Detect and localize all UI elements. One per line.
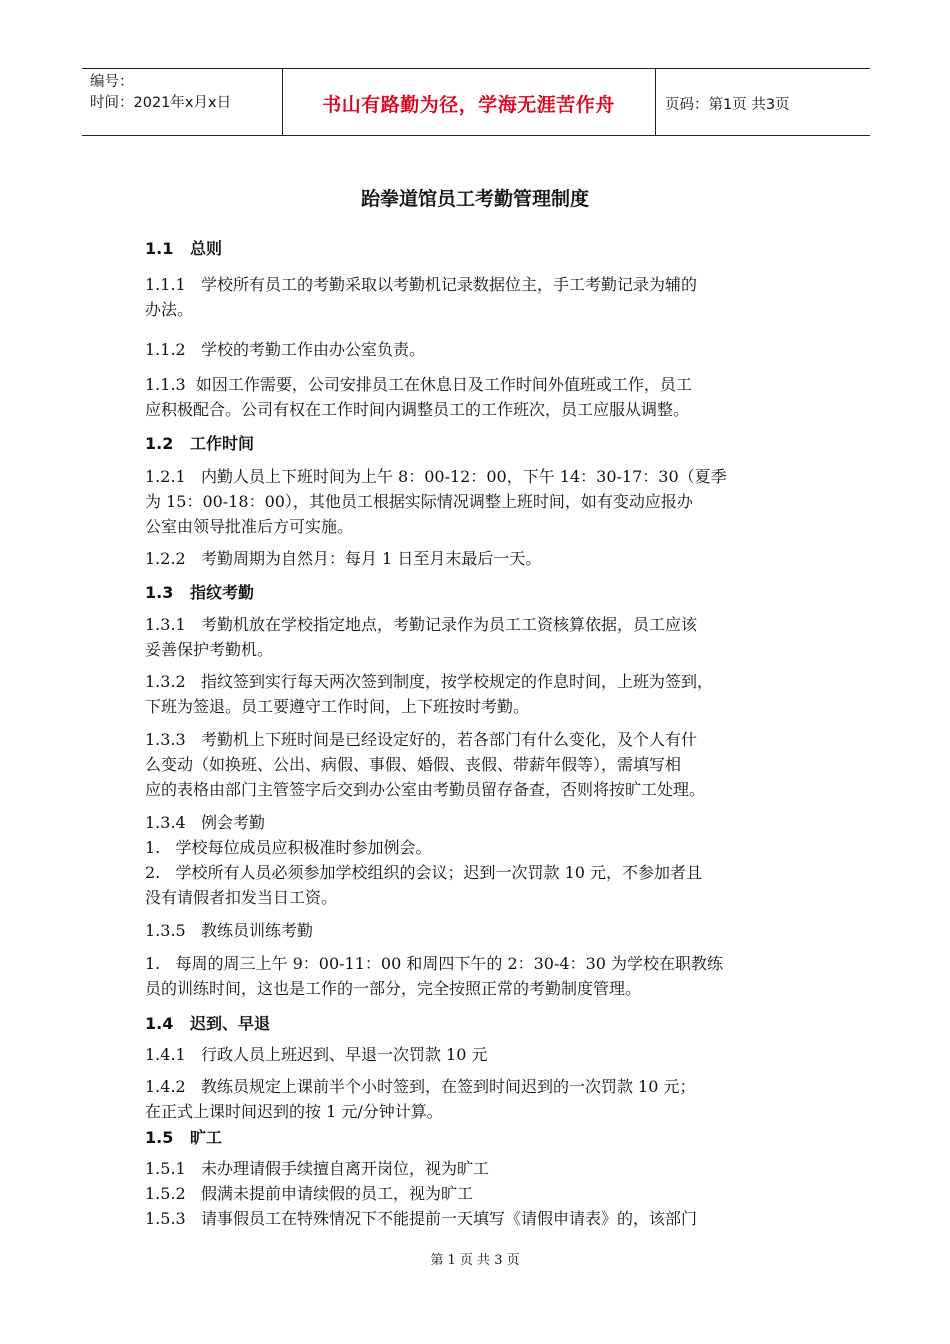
header-number-label: 编号：	[90, 74, 134, 90]
paragraph-line: 在正式上课时间迟到的按 1 元/分钟计算。	[145, 1102, 443, 1121]
paragraph-line: 1.5.1 未办理请假手续擅自离开岗位，视为旷工	[145, 1159, 489, 1178]
header-motto: 书山有路勤为径，学海无涯苦作舟	[322, 94, 615, 116]
header-top-rule	[82, 68, 870, 69]
list-item: 1. 学校每位成员应积极准时参加例会。	[145, 838, 432, 857]
document-title: 跆拳道馆员工考勤管理制度	[360, 188, 589, 210]
paragraph-line: 没有请假者扣发当日工资。	[145, 888, 338, 907]
paragraph-line: 1.4.2 教练员规定上课前半个小时签到，在签到时间迟到的一次罚款 10 元；	[145, 1077, 696, 1096]
paragraph-line: 么变动（如换班、公出、病假、事假、婚假、丧假、带薪年假等），需填写相	[145, 755, 682, 774]
paragraph-line: 1.3.2 指纹签到实行每天两次签到制度，按学校规定的作息时间，上班为签到，	[145, 672, 713, 691]
section-heading: 1.3 指纹考勤	[145, 583, 255, 602]
header-divider-right	[655, 68, 656, 135]
list-item: 2. 学校所有人员必须参加学校组织的会议；迟到一次罚款 10 元，不参加者且	[145, 863, 703, 882]
paragraph-line: 1.1.2 学校的考勤工作由办公室负责。	[145, 340, 425, 359]
header-date-label: 时间：2021年x月x日	[90, 95, 232, 111]
paragraph-line: 为 15：00-18：00），其他员工根据实际情况调整上班时间，如有变动应报办	[145, 492, 693, 511]
paragraph-line: 1.1.1 学校所有员工的考勤采取以考勤机记录数据位主，手工考勤记录为辅的	[145, 275, 697, 294]
paragraph-line: 下班为签退。员工要遵守工作时间，上下班按时考勤。	[145, 697, 530, 716]
page-footer: 第 1 页 共 3 页	[430, 1253, 520, 1268]
paragraph-line: 应的表格由部门主管签字后交到办公室由考勤员留存备查，否则将按旷工处理。	[145, 780, 706, 799]
section-heading: 1.4 迟到、早退	[145, 1014, 271, 1033]
header-bottom-rule	[82, 135, 870, 136]
paragraph-line: 1.3.1 考勤机放在学校指定地点，考勤记录作为员工工资核算依据，员工应该	[145, 615, 697, 634]
section-heading: 1.1 总则	[145, 239, 223, 258]
paragraph-line: 办法。	[145, 300, 194, 319]
paragraph-line: 1.4.1 行政人员上班迟到、早退一次罚款 10 元	[145, 1045, 488, 1064]
paragraph-line: 1.3.5 教练员训练考勤	[145, 921, 313, 940]
paragraph-line: 应积极配合。公司有权在工作时间内调整员工的工作班次，员工应服从调整。	[145, 400, 690, 419]
paragraph-line: 1.1.3 如因工作需要，公司安排员工在休息日及工作时间外值班或工作，员工	[145, 375, 692, 394]
paragraph-line: 1.5.2 假满未提前申请续假的员工，视为旷工	[145, 1184, 473, 1203]
paragraph-line: 1.2.1 内勤人员上下班时间为上午 8：00-12：00，下午 14：30-17：30（夏季	[145, 467, 727, 486]
list-item: 1. 每周的周三上午 9：00-11：00 和周四下午的 2：30-4：30 为学校在职教练	[145, 954, 724, 973]
section-heading: 1.5 旷工	[145, 1128, 223, 1147]
paragraph-line: 妥善保护考勤机。	[145, 640, 274, 659]
paragraph-line: 公室由领导批准后方可实施。	[145, 517, 354, 536]
header-page-info: 页码：第1页 共3页	[665, 97, 790, 113]
paragraph-line: 1.3.3 考勤机上下班时间是已经设定好的，若各部门有什么变化，及个人有什	[145, 730, 697, 749]
paragraph-line: 1.3.4 例会考勤	[145, 813, 265, 832]
section-heading: 1.2 工作时间	[145, 434, 255, 453]
header-meta	[90, 72, 231, 114]
paragraph-line: 1.2.2 考勤周期为自然月：每月 1 日至月末最后一天。	[145, 549, 542, 568]
paragraph-line: 员的训练时间，这也是工作的一部分，完全按照正常的考勤制度管理。	[145, 979, 642, 998]
paragraph-line: 1.5.3 请事假员工在特殊情况下不能提前一天填写《请假申请表》的，该部门	[145, 1209, 697, 1228]
